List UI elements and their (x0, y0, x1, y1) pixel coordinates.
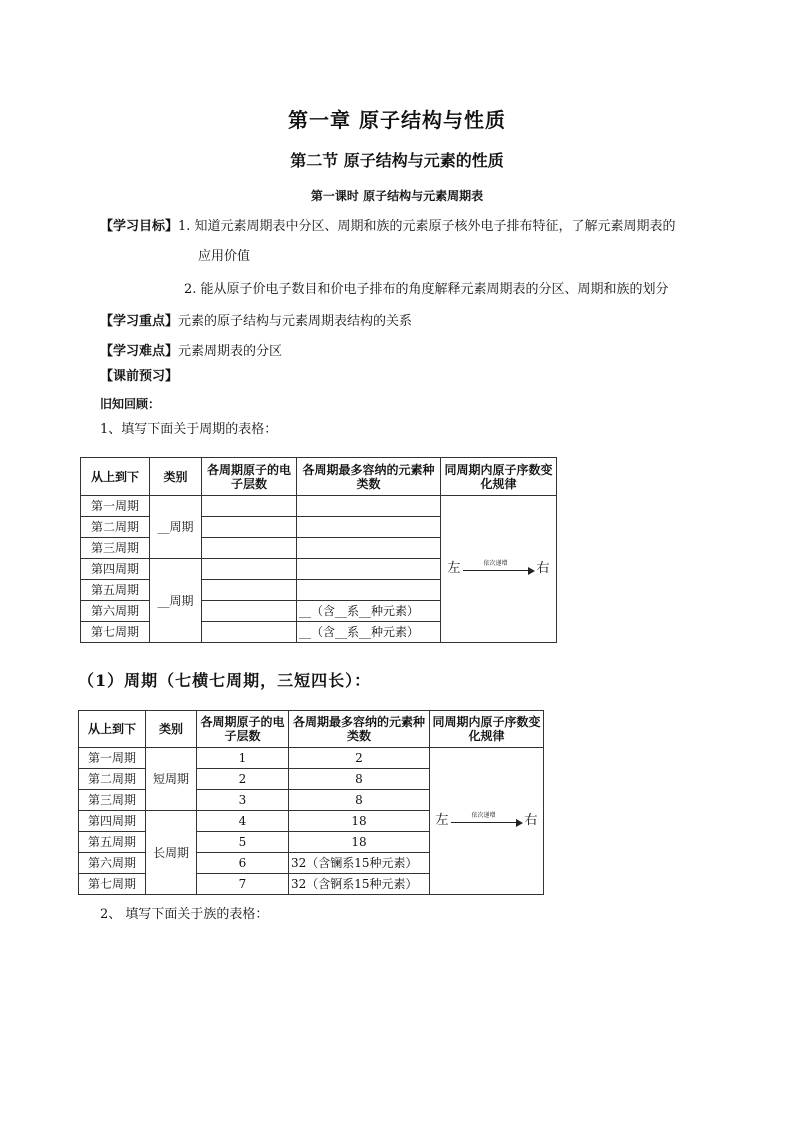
period-cell: 第七周期 (79, 874, 146, 895)
header-cell: 从上到下 (79, 711, 146, 748)
period-cell: 第五周期 (81, 580, 150, 601)
period-table-blank (80, 457, 557, 643)
section-title: 第二节 原子结构与元素的性质 (290, 151, 504, 170)
right-arrow-icon (463, 560, 535, 574)
chapter-title: 第一章 原子结构与性质 (288, 108, 506, 132)
difficulty-text: 元素周期表的分区 (178, 344, 283, 359)
period-table-filled (78, 710, 544, 895)
header-cell: 同周期内原子序数变化规律 (441, 458, 557, 496)
layers-blank[interactable] (202, 580, 297, 601)
count-blank[interactable] (297, 496, 441, 517)
trend-cell (430, 748, 544, 895)
period-cell: 第四周期 (79, 811, 146, 832)
count-blank[interactable] (297, 559, 441, 580)
category-cell: __周期 (150, 559, 202, 643)
layers-cell: 3 (197, 790, 289, 811)
period-cell: 第四周期 (81, 559, 150, 580)
count-blank-with-series[interactable]: __（含__系__种元素） (297, 622, 441, 643)
count-cell: 18 (289, 832, 430, 853)
focus-text: 元素的原子结构与元素周期表结构的关系 (178, 314, 413, 329)
period-cell: 第三周期 (79, 790, 146, 811)
count-blank-with-series[interactable]: __（含__系__种元素） (297, 601, 441, 622)
section-1-heading: （1）周期（七横七周期，三短四长）： (78, 671, 372, 690)
period-cell: 第三周期 (81, 538, 150, 559)
objectives-line-1 (100, 218, 676, 236)
trend-arrow-group (430, 814, 543, 828)
period-cell: 第二周期 (81, 517, 150, 538)
review-label: 旧知回顾： (100, 397, 161, 411)
trend-cell (441, 496, 557, 643)
layers-blank[interactable] (202, 559, 297, 580)
period-cell: 第一周期 (79, 748, 146, 769)
header-cell: 同周期内原子序数变化规律 (430, 711, 544, 748)
count-cell: 32（含镧系15种元素） (289, 853, 430, 874)
layers-blank[interactable] (202, 622, 297, 643)
header-cell: 类别 (146, 711, 197, 748)
objective-1-text: 1. 知道元素周期表中分区、周期和族的元素原子核外电子排布特征，了解元素周期表的 (178, 219, 676, 234)
layers-blank[interactable] (202, 538, 297, 559)
layers-blank[interactable] (202, 496, 297, 517)
layers-cell: 5 (197, 832, 289, 853)
objective-2-text: 2. 能从原子价电子数目和价电子排布的角度解释元素周期表的分区、周期和族的划分 (184, 282, 669, 297)
focus-label: 【学习重点】 (100, 314, 179, 329)
count-blank[interactable] (297, 538, 441, 559)
question-2: 2、 填写下面关于族的表格： (100, 907, 269, 922)
layers-cell: 2 (197, 769, 289, 790)
header-cell: 各周期最多容纳的元素种类数 (289, 711, 430, 748)
period-cell: 第二周期 (79, 769, 146, 790)
count-cell: 32（含锕系15种元素） (289, 874, 430, 895)
question-1: 1、填写下面关于周期的表格： (100, 422, 278, 437)
category-cell: __周期 (150, 496, 202, 559)
table-header-row (81, 458, 557, 496)
period-cell: 第七周期 (81, 622, 150, 643)
period-cell: 第六周期 (79, 853, 146, 874)
objectives-label: 【学习目标】 (100, 219, 179, 234)
layers-cell: 1 (197, 748, 289, 769)
count-cell: 8 (289, 769, 430, 790)
count-blank[interactable] (297, 580, 441, 601)
objective-1-continued: 应用价值 (198, 249, 251, 264)
period-cell: 第六周期 (81, 601, 150, 622)
count-cell: 2 (289, 748, 430, 769)
layers-cell: 4 (197, 811, 289, 832)
period-cell: 第一周期 (81, 496, 150, 517)
arrow-right-label: 右 (524, 813, 538, 828)
header-cell: 各周期原子的电子层数 (197, 711, 289, 748)
arrow-right-label: 右 (536, 561, 550, 576)
trend-arrow-group (441, 562, 556, 576)
right-arrow-icon (451, 812, 523, 826)
header-cell: 各周期原子的电子层数 (202, 458, 297, 496)
difficulty-line (100, 343, 282, 361)
arrow-left-label: 左 (447, 561, 461, 576)
arrow-label: 依次递增 (483, 560, 508, 567)
category-cell: 短周期 (146, 748, 197, 811)
difficulty-label: 【学习难点】 (100, 344, 179, 359)
arrow-label: 依次递增 (471, 812, 496, 819)
lesson-title: 第一课时 原子结构与元素周期表 (310, 189, 484, 203)
header-cell: 从上到下 (81, 458, 150, 496)
arrow-left-label: 左 (435, 813, 449, 828)
table-row (79, 748, 544, 769)
count-blank[interactable] (297, 517, 441, 538)
count-cell: 18 (289, 811, 430, 832)
count-cell: 8 (289, 790, 430, 811)
header-cell: 类别 (150, 458, 202, 496)
period-cell: 第五周期 (79, 832, 146, 853)
table-header-row (79, 711, 544, 748)
header-cell: 各周期最多容纳的元素种类数 (297, 458, 441, 496)
focus-line (100, 313, 412, 331)
layers-cell: 7 (197, 874, 289, 895)
preview-label: 【课前预习】 (100, 369, 179, 384)
table-row (81, 496, 557, 517)
category-cell: 长周期 (146, 811, 197, 895)
layers-blank[interactable] (202, 517, 297, 538)
layers-cell: 6 (197, 853, 289, 874)
layers-blank[interactable] (202, 601, 297, 622)
